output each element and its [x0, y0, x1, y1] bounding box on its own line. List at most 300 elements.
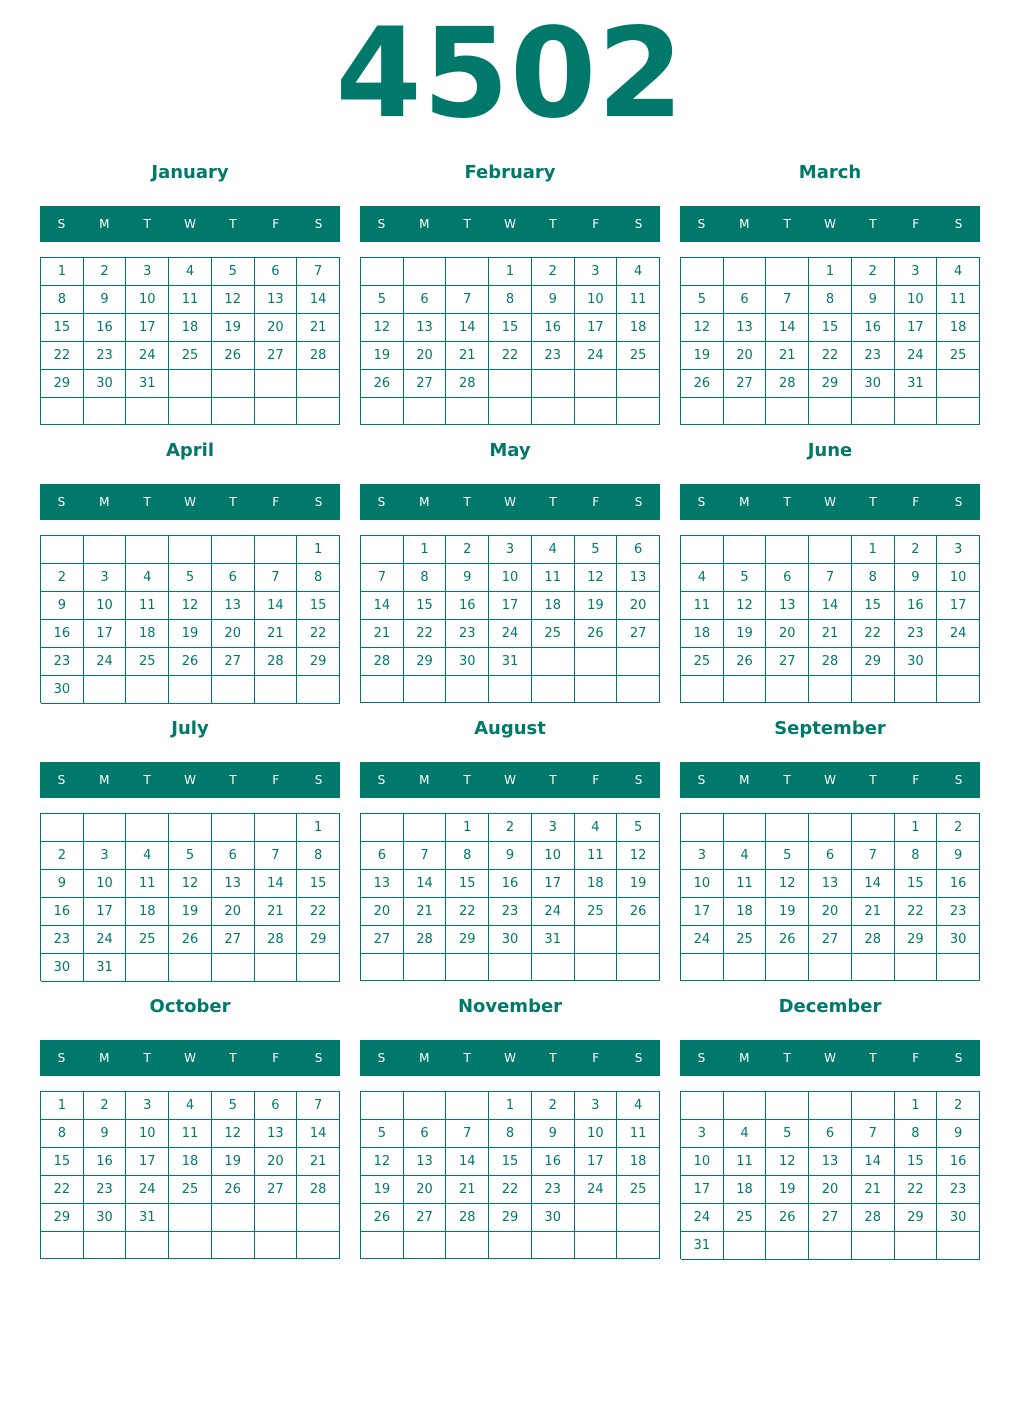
- day-cell: 4: [617, 1092, 660, 1120]
- weekday-header: [680, 484, 980, 520]
- day-cell: 1: [297, 814, 340, 842]
- day-cell: 31: [126, 1204, 169, 1232]
- day-cell: 26: [766, 926, 809, 954]
- day-cell: 6: [404, 286, 447, 314]
- day-cell: 27: [255, 342, 298, 370]
- day-cell: 31: [532, 926, 575, 954]
- day-cell: 8: [297, 564, 340, 592]
- month-name: August: [474, 718, 546, 739]
- empty-cell: [126, 398, 169, 425]
- empty-cell: [404, 676, 447, 703]
- day-cell: 18: [617, 1148, 660, 1176]
- day-cell: 9: [852, 286, 895, 314]
- empty-cell: [617, 676, 660, 703]
- day-cell: 23: [532, 1176, 575, 1204]
- day-cell: 23: [446, 620, 489, 648]
- day-cell: 2: [446, 536, 489, 564]
- empty-cell: [681, 1092, 724, 1120]
- empty-cell: [404, 954, 447, 981]
- day-cell: 5: [169, 842, 212, 870]
- weekday-label: S: [377, 217, 386, 231]
- day-cell: 13: [809, 1148, 852, 1176]
- day-cell: 7: [446, 1120, 489, 1148]
- day-cell: 2: [532, 1092, 575, 1120]
- empty-cell: [937, 676, 980, 703]
- day-cell: 30: [937, 926, 980, 954]
- day-cell: 10: [126, 286, 169, 314]
- day-cell: 26: [575, 620, 618, 648]
- day-grid: [360, 257, 660, 425]
- day-grid: [40, 535, 340, 703]
- weekday-label: T: [229, 1051, 237, 1065]
- empty-cell: [617, 954, 660, 981]
- day-cell: 2: [532, 258, 575, 286]
- weekday-label: T: [783, 495, 791, 509]
- day-cell: 14: [404, 870, 447, 898]
- day-cell: 28: [361, 648, 404, 676]
- day-cell: 1: [297, 536, 340, 564]
- empty-cell: [575, 954, 618, 981]
- empty-cell: [446, 676, 489, 703]
- day-cell: 13: [361, 870, 404, 898]
- day-cell: 16: [446, 592, 489, 620]
- day-cell: 23: [937, 898, 980, 926]
- day-cell: 13: [404, 1148, 447, 1176]
- empty-cell: [575, 1232, 618, 1259]
- day-cell: 16: [489, 870, 532, 898]
- day-cell: 6: [724, 286, 767, 314]
- day-cell: 19: [681, 342, 724, 370]
- day-cell: 28: [404, 926, 447, 954]
- day-cell: 18: [575, 870, 618, 898]
- day-cell: 9: [84, 1120, 127, 1148]
- day-cell: 21: [297, 314, 340, 342]
- empty-cell: [532, 648, 575, 676]
- day-cell: 22: [41, 342, 84, 370]
- day-cell: 2: [84, 1092, 127, 1120]
- day-cell: 31: [126, 370, 169, 398]
- empty-cell: [169, 676, 212, 704]
- day-cell: 28: [809, 648, 852, 676]
- empty-cell: [169, 370, 212, 398]
- empty-cell: [766, 1232, 809, 1260]
- day-cell: 12: [361, 1148, 404, 1176]
- day-cell: 10: [532, 842, 575, 870]
- day-cell: 12: [766, 1148, 809, 1176]
- day-cell: 26: [361, 1204, 404, 1232]
- day-cell: 12: [617, 842, 660, 870]
- weekday-label: M: [419, 217, 430, 231]
- day-cell: 11: [126, 870, 169, 898]
- day-cell: 17: [681, 898, 724, 926]
- empty-cell: [489, 398, 532, 425]
- day-cell: 23: [84, 1176, 127, 1204]
- day-cell: 28: [852, 1204, 895, 1232]
- weekday-label: T: [549, 1051, 557, 1065]
- day-cell: 30: [937, 1204, 980, 1232]
- day-cell: 4: [575, 814, 618, 842]
- empty-cell: [937, 1232, 980, 1260]
- empty-cell: [895, 676, 938, 703]
- empty-cell: [937, 398, 980, 425]
- day-cell: 23: [41, 648, 84, 676]
- day-grid: [360, 535, 660, 703]
- day-cell: 4: [681, 564, 724, 592]
- day-cell: 11: [617, 1120, 660, 1148]
- day-cell: 18: [169, 1148, 212, 1176]
- day-cell: 17: [126, 1148, 169, 1176]
- empty-cell: [489, 676, 532, 703]
- day-cell: 2: [937, 814, 980, 842]
- day-cell: 15: [852, 592, 895, 620]
- weekday-label: F: [912, 773, 920, 787]
- day-cell: 11: [937, 286, 980, 314]
- empty-cell: [852, 398, 895, 425]
- empty-cell: [297, 398, 340, 425]
- day-cell: 19: [212, 314, 255, 342]
- day-cell: 18: [126, 620, 169, 648]
- weekday-label: S: [377, 1051, 386, 1065]
- month-name: February: [464, 162, 556, 183]
- weekday-label: S: [954, 1051, 963, 1065]
- weekday-label: M: [419, 495, 430, 509]
- day-cell: 19: [724, 620, 767, 648]
- day-cell: 2: [937, 1092, 980, 1120]
- empty-cell: [766, 676, 809, 703]
- day-cell: 3: [126, 258, 169, 286]
- day-cell: 12: [212, 1120, 255, 1148]
- day-cell: 5: [169, 564, 212, 592]
- day-cell: 10: [489, 564, 532, 592]
- weekday-label: T: [143, 495, 151, 509]
- weekday-label: S: [954, 773, 963, 787]
- day-cell: 9: [84, 286, 127, 314]
- year-title: 4502: [335, 2, 685, 146]
- empty-cell: [809, 1092, 852, 1120]
- day-cell: 9: [41, 592, 84, 620]
- empty-cell: [212, 676, 255, 704]
- day-cell: 12: [169, 870, 212, 898]
- day-cell: 30: [84, 370, 127, 398]
- empty-cell: [937, 370, 980, 398]
- empty-cell: [575, 648, 618, 676]
- day-cell: 19: [575, 592, 618, 620]
- empty-cell: [255, 954, 298, 982]
- weekday-label: S: [697, 217, 706, 231]
- day-cell: 5: [212, 1092, 255, 1120]
- day-cell: 30: [852, 370, 895, 398]
- day-cell: 23: [852, 342, 895, 370]
- empty-cell: [766, 954, 809, 981]
- empty-cell: [169, 814, 212, 842]
- day-cell: 10: [84, 592, 127, 620]
- empty-cell: [361, 814, 404, 842]
- day-cell: 20: [361, 898, 404, 926]
- day-cell: 9: [489, 842, 532, 870]
- day-cell: 20: [724, 342, 767, 370]
- day-cell: 17: [126, 314, 169, 342]
- day-cell: 25: [575, 898, 618, 926]
- month-name: July: [171, 718, 209, 739]
- day-cell: 3: [937, 536, 980, 564]
- day-cell: 26: [212, 1176, 255, 1204]
- empty-cell: [724, 814, 767, 842]
- empty-cell: [617, 370, 660, 398]
- day-cell: 23: [937, 1176, 980, 1204]
- day-cell: 19: [766, 1176, 809, 1204]
- day-cell: 29: [297, 648, 340, 676]
- weekday-label: W: [824, 773, 836, 787]
- day-cell: 14: [446, 1148, 489, 1176]
- empty-cell: [126, 954, 169, 982]
- day-cell: 20: [212, 620, 255, 648]
- empty-cell: [766, 398, 809, 425]
- day-cell: 1: [852, 536, 895, 564]
- empty-cell: [126, 536, 169, 564]
- month-name: October: [149, 996, 231, 1017]
- day-cell: 6: [361, 842, 404, 870]
- day-cell: 18: [724, 898, 767, 926]
- empty-cell: [617, 398, 660, 425]
- weekday-label: W: [184, 1051, 196, 1065]
- day-cell: 25: [532, 620, 575, 648]
- day-cell: 16: [532, 1148, 575, 1176]
- day-cell: 7: [297, 1092, 340, 1120]
- day-cell: 22: [809, 342, 852, 370]
- empty-cell: [169, 1204, 212, 1232]
- empty-cell: [489, 954, 532, 981]
- day-cell: 31: [895, 370, 938, 398]
- day-cell: 30: [84, 1204, 127, 1232]
- empty-cell: [575, 676, 618, 703]
- day-cell: 24: [937, 620, 980, 648]
- day-cell: 13: [255, 286, 298, 314]
- day-cell: 7: [255, 842, 298, 870]
- day-cell: 8: [809, 286, 852, 314]
- empty-cell: [809, 398, 852, 425]
- empty-cell: [255, 676, 298, 704]
- day-cell: 27: [212, 926, 255, 954]
- day-cell: 8: [41, 1120, 84, 1148]
- day-cell: 3: [895, 258, 938, 286]
- day-cell: 18: [681, 620, 724, 648]
- weekday-label: M: [419, 1051, 430, 1065]
- empty-cell: [895, 398, 938, 425]
- day-cell: 19: [169, 620, 212, 648]
- day-cell: 17: [84, 620, 127, 648]
- weekday-header: [360, 1040, 660, 1076]
- empty-cell: [575, 926, 618, 954]
- day-cell: 8: [895, 842, 938, 870]
- weekday-label: S: [954, 495, 963, 509]
- day-cell: 29: [41, 370, 84, 398]
- empty-cell: [617, 648, 660, 676]
- weekday-label: S: [57, 773, 66, 787]
- empty-cell: [681, 398, 724, 425]
- day-cell: 1: [895, 1092, 938, 1120]
- day-cell: 21: [297, 1148, 340, 1176]
- day-cell: 15: [404, 592, 447, 620]
- weekday-label: F: [272, 495, 280, 509]
- day-cell: 2: [852, 258, 895, 286]
- day-cell: 13: [724, 314, 767, 342]
- day-cell: 15: [895, 1148, 938, 1176]
- day-cell: 4: [617, 258, 660, 286]
- empty-cell: [532, 1232, 575, 1259]
- weekday-label: M: [739, 773, 750, 787]
- day-cell: 10: [937, 564, 980, 592]
- day-cell: 8: [446, 842, 489, 870]
- day-cell: 18: [617, 314, 660, 342]
- empty-cell: [212, 398, 255, 425]
- day-cell: 17: [532, 870, 575, 898]
- day-cell: 11: [724, 870, 767, 898]
- day-cell: 3: [575, 258, 618, 286]
- weekday-header: [360, 206, 660, 242]
- day-cell: 12: [361, 314, 404, 342]
- day-grid: [40, 1091, 340, 1259]
- day-cell: 15: [297, 870, 340, 898]
- empty-cell: [617, 926, 660, 954]
- day-cell: 6: [809, 1120, 852, 1148]
- day-cell: 14: [255, 870, 298, 898]
- day-cell: 8: [297, 842, 340, 870]
- empty-cell: [809, 954, 852, 981]
- day-cell: 11: [575, 842, 618, 870]
- weekday-label: T: [869, 217, 877, 231]
- day-cell: 1: [41, 258, 84, 286]
- weekday-label: S: [697, 495, 706, 509]
- empty-cell: [809, 536, 852, 564]
- day-cell: 14: [809, 592, 852, 620]
- empty-cell: [41, 814, 84, 842]
- day-cell: 14: [766, 314, 809, 342]
- day-cell: 26: [361, 370, 404, 398]
- day-cell: 7: [255, 564, 298, 592]
- empty-cell: [852, 954, 895, 981]
- day-cell: 25: [126, 926, 169, 954]
- empty-cell: [84, 676, 127, 704]
- day-cell: 24: [575, 1176, 618, 1204]
- day-cell: 16: [532, 314, 575, 342]
- day-cell: 23: [84, 342, 127, 370]
- day-cell: 8: [41, 286, 84, 314]
- day-cell: 3: [532, 814, 575, 842]
- day-cell: 14: [297, 286, 340, 314]
- empty-cell: [361, 398, 404, 425]
- day-cell: 27: [809, 1204, 852, 1232]
- day-cell: 25: [681, 648, 724, 676]
- month-name: September: [774, 718, 886, 739]
- day-cell: 4: [169, 1092, 212, 1120]
- day-cell: 11: [126, 592, 169, 620]
- empty-cell: [617, 1232, 660, 1259]
- weekday-label: F: [272, 217, 280, 231]
- empty-cell: [532, 676, 575, 703]
- weekday-header: [40, 484, 340, 520]
- day-cell: 24: [126, 342, 169, 370]
- day-cell: 22: [41, 1176, 84, 1204]
- empty-cell: [532, 954, 575, 981]
- month-name: May: [489, 440, 531, 461]
- empty-cell: [255, 1204, 298, 1232]
- day-cell: 17: [489, 592, 532, 620]
- day-cell: 11: [724, 1148, 767, 1176]
- day-cell: 28: [446, 1204, 489, 1232]
- day-cell: 21: [446, 1176, 489, 1204]
- empty-cell: [169, 398, 212, 425]
- weekday-label: S: [697, 1051, 706, 1065]
- day-cell: 7: [809, 564, 852, 592]
- empty-cell: [809, 676, 852, 703]
- day-cell: 25: [169, 342, 212, 370]
- day-cell: 14: [852, 870, 895, 898]
- weekday-label: S: [377, 773, 386, 787]
- empty-cell: [404, 814, 447, 842]
- empty-cell: [489, 1232, 532, 1259]
- day-cell: 17: [575, 314, 618, 342]
- day-grid: [360, 1091, 660, 1259]
- day-cell: 6: [255, 258, 298, 286]
- day-cell: 1: [809, 258, 852, 286]
- empty-cell: [766, 536, 809, 564]
- day-cell: 6: [617, 536, 660, 564]
- day-cell: 17: [575, 1148, 618, 1176]
- empty-cell: [84, 398, 127, 425]
- day-cell: 12: [169, 592, 212, 620]
- weekday-label: W: [504, 1051, 516, 1065]
- empty-cell: [212, 536, 255, 564]
- day-cell: 10: [895, 286, 938, 314]
- weekday-label: F: [592, 495, 600, 509]
- weekday-header: [680, 206, 980, 242]
- day-cell: 28: [255, 648, 298, 676]
- empty-cell: [937, 954, 980, 981]
- day-cell: 16: [852, 314, 895, 342]
- day-cell: 14: [361, 592, 404, 620]
- empty-cell: [212, 814, 255, 842]
- weekday-label: T: [463, 217, 471, 231]
- day-cell: 22: [404, 620, 447, 648]
- day-cell: 19: [169, 898, 212, 926]
- day-cell: 3: [681, 1120, 724, 1148]
- day-cell: 5: [617, 814, 660, 842]
- day-cell: 7: [852, 842, 895, 870]
- day-cell: 27: [212, 648, 255, 676]
- empty-cell: [297, 676, 340, 704]
- empty-cell: [724, 954, 767, 981]
- empty-cell: [766, 814, 809, 842]
- weekday-header: [680, 762, 980, 798]
- day-cell: 21: [361, 620, 404, 648]
- weekday-label: W: [184, 217, 196, 231]
- weekday-label: M: [99, 217, 110, 231]
- day-cell: 6: [766, 564, 809, 592]
- day-cell: 12: [575, 564, 618, 592]
- day-cell: 22: [895, 898, 938, 926]
- weekday-label: T: [869, 495, 877, 509]
- day-cell: 10: [681, 870, 724, 898]
- day-grid: [680, 813, 980, 981]
- day-cell: 8: [404, 564, 447, 592]
- weekday-label: T: [783, 217, 791, 231]
- empty-cell: [809, 1232, 852, 1260]
- day-cell: 9: [937, 842, 980, 870]
- empty-cell: [41, 398, 84, 425]
- day-cell: 24: [84, 926, 127, 954]
- day-cell: 14: [446, 314, 489, 342]
- day-cell: 30: [895, 648, 938, 676]
